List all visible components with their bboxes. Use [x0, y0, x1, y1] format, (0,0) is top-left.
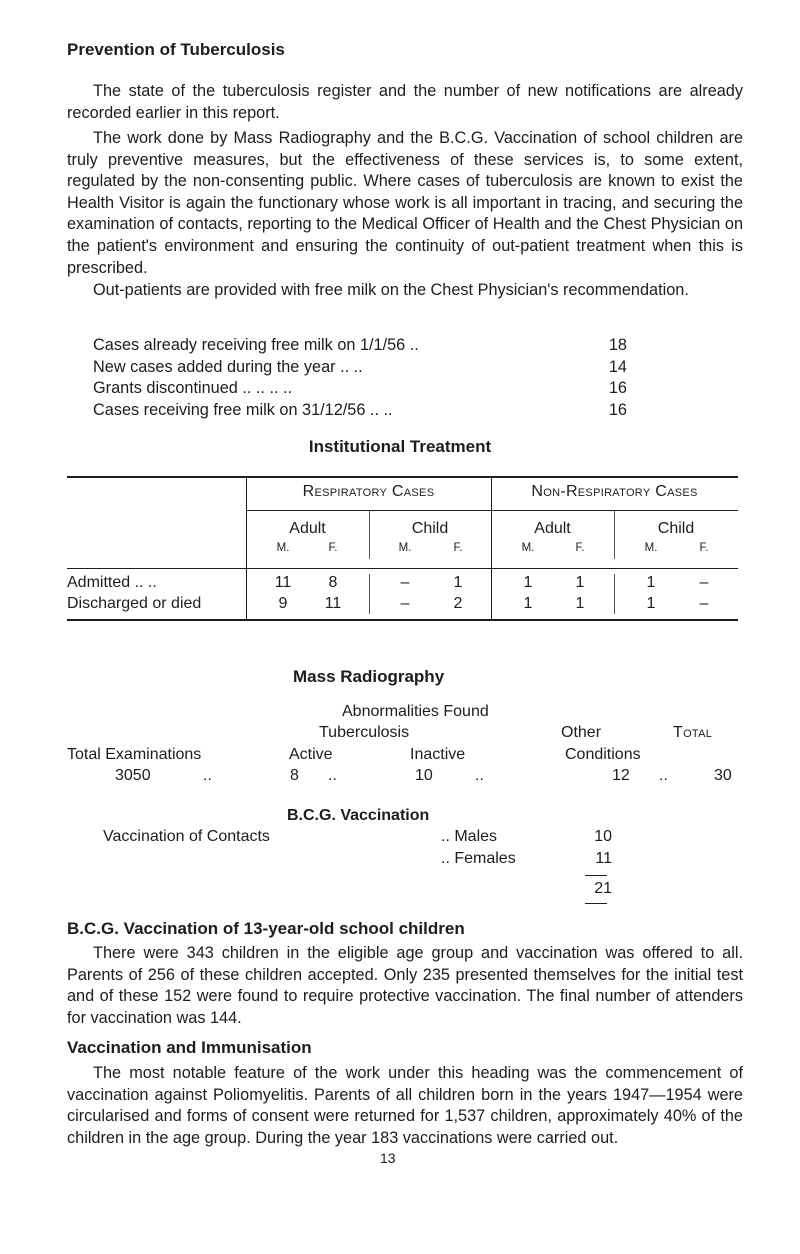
- males-label: .. Males: [441, 828, 498, 845]
- bcg-vaccination-title: B.C.G. Vaccination: [287, 807, 430, 824]
- females-value: 11: [595, 850, 612, 867]
- section-title: Prevention of Tuberculosis: [67, 40, 285, 59]
- male-header: M.: [521, 542, 535, 554]
- total-examinations-label: Total Examinations: [67, 746, 202, 763]
- cell: –: [400, 574, 410, 591]
- page-number: 13: [380, 1150, 396, 1166]
- list-item: [93, 335, 653, 357]
- institutional-title: Institutional Treatment: [308, 437, 492, 456]
- other-conditions-value: 12: [612, 767, 630, 784]
- item-value: 14: [608, 357, 627, 376]
- services-paragraph: The work done by Mass Radiography and the B.C.G. Vaccination of school children are truly preventive measures, but the effectiveness of these services is, to some extent, regulated by the non-consenting public. Where cases of tuberculosis are known to exist the Health Visitor is again the functionary whose work is all important in tracing, and securing the examination of contacts, reporting to the Medical Officer of Health and the Chest Physician on the patient's environment and ensuring the continuity of out-patient treatment when this is prescribed.: [67, 129, 743, 277]
- female-header: F.: [575, 542, 585, 554]
- item-label: New cases added during the year .. ..: [93, 357, 363, 376]
- table-subhead-rule: [246, 510, 738, 511]
- cell: 2: [453, 595, 463, 612]
- row-label: Discharged or died: [67, 595, 202, 612]
- cell: –: [699, 574, 709, 591]
- cell: 8: [328, 574, 338, 591]
- female-header: F.: [328, 542, 338, 554]
- immunisation-paragraph: The most notable feature of the work under this heading was the commencement of vaccination against Poliomyelitis. Parents of all children born in the years 1947—1954 were circularised and forms of consent were returned for 1,537 children, approximately 40% of the children in the age group. During the year 183 vaccinations were carried out.: [67, 1064, 743, 1147]
- table-header-rule: [67, 568, 738, 569]
- sum-rule: [585, 875, 607, 876]
- milk-paragraph: Out-patients are provided with free milk on the Chest Physician's recommendation.: [93, 281, 689, 299]
- cell: 1: [575, 595, 585, 612]
- active-value: 8: [290, 767, 299, 784]
- cell: –: [699, 595, 709, 612]
- list-item: [93, 400, 653, 422]
- total-value: 30: [714, 767, 732, 784]
- males-value: 10: [594, 828, 612, 845]
- cell: 1: [646, 574, 656, 591]
- list-item: [93, 357, 653, 379]
- female-header: F.: [699, 542, 709, 554]
- item-label: Grants discontinued .. .. .. ..: [93, 379, 293, 398]
- examinations-value: 3050: [115, 767, 151, 784]
- other-label: Other: [561, 724, 602, 741]
- intro-paragraph: The state of the tuberculosis register and the number of new notifications are already recorded earlier in this report.: [67, 82, 743, 122]
- contacts-total-value: 21: [594, 880, 612, 897]
- male-header: M.: [644, 542, 658, 554]
- list-item: [93, 378, 653, 400]
- adult-header: Adult: [534, 520, 571, 537]
- non-respiratory-cases-header: Non-Respiratory Cases: [531, 483, 698, 500]
- cell: 1: [523, 574, 533, 591]
- table-divider: [614, 574, 615, 614]
- leader-dots: ..: [328, 767, 337, 784]
- females-label: .. Females: [441, 850, 516, 867]
- mass-radiography-title: Mass Radiography: [293, 667, 445, 686]
- item-value: 18: [608, 336, 627, 354]
- cell: 1: [575, 574, 585, 591]
- item-value: 16: [608, 400, 627, 419]
- school-bcg-paragraph: There were 343 children in the eligible age group and vaccination was offered to all. Parents of 256 of these children accepted. Only 235 presented themselves for the initial test and of these 152 were found to require protective vaccination. The final number of attenders for vaccination was 144.: [67, 944, 743, 1027]
- respiratory-cases-header: Respiratory Cases: [302, 483, 435, 500]
- cell: –: [400, 595, 410, 612]
- total-header: Total: [673, 724, 713, 741]
- cell: 1: [523, 595, 533, 612]
- leader-dots: ..: [659, 767, 668, 784]
- leader-dots: ..: [475, 767, 484, 784]
- immunisation-title: Vaccination and Immunisation: [67, 1038, 312, 1057]
- sum-rule: [585, 903, 607, 904]
- table-bottom-rule: [67, 619, 738, 621]
- table-top-rule: [67, 476, 738, 478]
- row-label: Admitted .. ..: [67, 574, 157, 591]
- active-label: Active: [289, 746, 333, 763]
- item-label: Cases already receiving free milk on 1/1/56 ..: [93, 336, 419, 354]
- inactive-value: 10: [415, 767, 433, 784]
- cell: 1: [453, 574, 463, 591]
- school-bcg-title: B.C.G. Vaccination of 13-year-old school children: [67, 919, 465, 938]
- leader-dots: ..: [203, 767, 212, 784]
- male-header: M.: [276, 542, 290, 554]
- adult-header: Adult: [289, 520, 326, 537]
- female-header: F.: [453, 542, 463, 554]
- child-header: Child: [657, 520, 695, 537]
- cell: 11: [274, 574, 292, 591]
- tuberculosis-label: Tuberculosis: [319, 724, 410, 741]
- contacts-label: Vaccination of Contacts: [103, 828, 270, 845]
- free-milk-list: [93, 335, 653, 421]
- cell: 1: [646, 595, 656, 612]
- item-value: 16: [608, 379, 627, 398]
- cell: 9: [278, 595, 288, 612]
- table-divider: [369, 574, 370, 614]
- item-label: Cases receiving free milk on 31/12/56 .. ..: [93, 400, 393, 419]
- inactive-label: Inactive: [410, 746, 466, 763]
- male-header: M.: [398, 542, 412, 554]
- conditions-label: Conditions: [565, 746, 641, 763]
- child-header: Child: [411, 520, 449, 537]
- abnormalities-found-label: Abnormalities Found: [342, 703, 489, 720]
- cell: 11: [324, 595, 342, 612]
